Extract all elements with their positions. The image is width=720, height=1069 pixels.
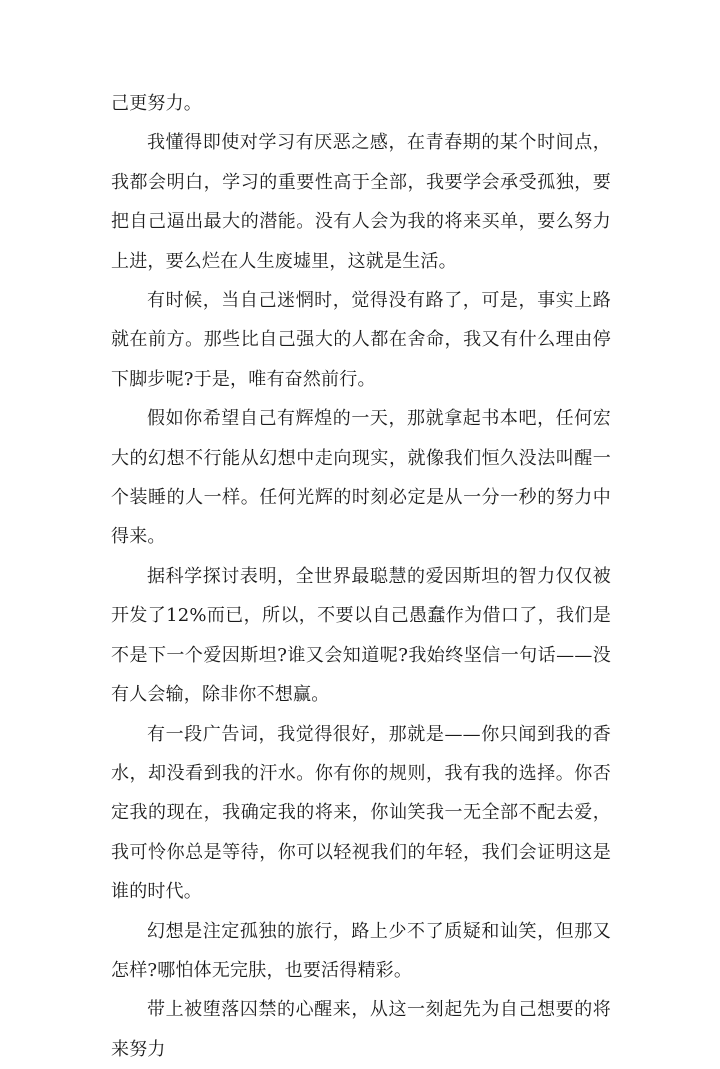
paragraph-4: 假如你希望自己有辉煌的一天，那就拿起书本吧，任何宏大的幻想不行能从幻想中走向现实，就像我们恒久没法叫醒一个装睡的人一样。任何光辉的时刻必定是从一分一秒的努力中得来。 bbox=[111, 408, 611, 548]
paragraph-6: 有一段广告词，我觉得很好，那就是——你只闻到我的香水，却没看到我的汗水。你有你的规则，我有我的选择。你否定我的现在，我确定我的将来，你讪笑我一无全部不配去爱，我可怜你总是等待，你可以轻视我们的年轻，我们会证明这是谁的时代。 bbox=[111, 723, 611, 903]
paragraph-1: 己更努力。 bbox=[111, 93, 202, 114]
paragraph-7: 幻想是注定孤独的旅行，路上少不了质疑和讪笑，但那又怎样?哪怕体无完肤，也要活得精彩。 bbox=[111, 920, 611, 981]
paragraph-2: 我懂得即使对学习有厌恶之感，在青春期的某个时间点，我都会明白，学习的重要性高于全部，我要学会承受孤独，要把自己逼出最大的潜能。没有人会为我的将来买单，要么努力上进，要么烂在人生废墟里，这就是生活。 bbox=[111, 132, 611, 272]
paragraph-3: 有时候，当自己迷惘时，觉得没有路了，可是，事实上路就在前方。那些比自己强大的人都在舍命，我又有什么理由停下脚步呢?于是，唯有奋然前行。 bbox=[111, 290, 611, 390]
document-body bbox=[111, 84, 611, 1069]
paragraph-8: 带上被堕落囚禁的心醒来，从这一刻起先为自己想要的将来努力 bbox=[111, 999, 611, 1060]
paragraph-5: 据科学探讨表明，全世界最聪慧的爱因斯坦的智力仅仅被开发了12%而已，所以，不要以自己愚蠢作为借口了，我们是不是下一个爱因斯坦?谁又会知道呢?我始终坚信一句话——没有人会输，除非你不想赢。 bbox=[111, 565, 611, 706]
